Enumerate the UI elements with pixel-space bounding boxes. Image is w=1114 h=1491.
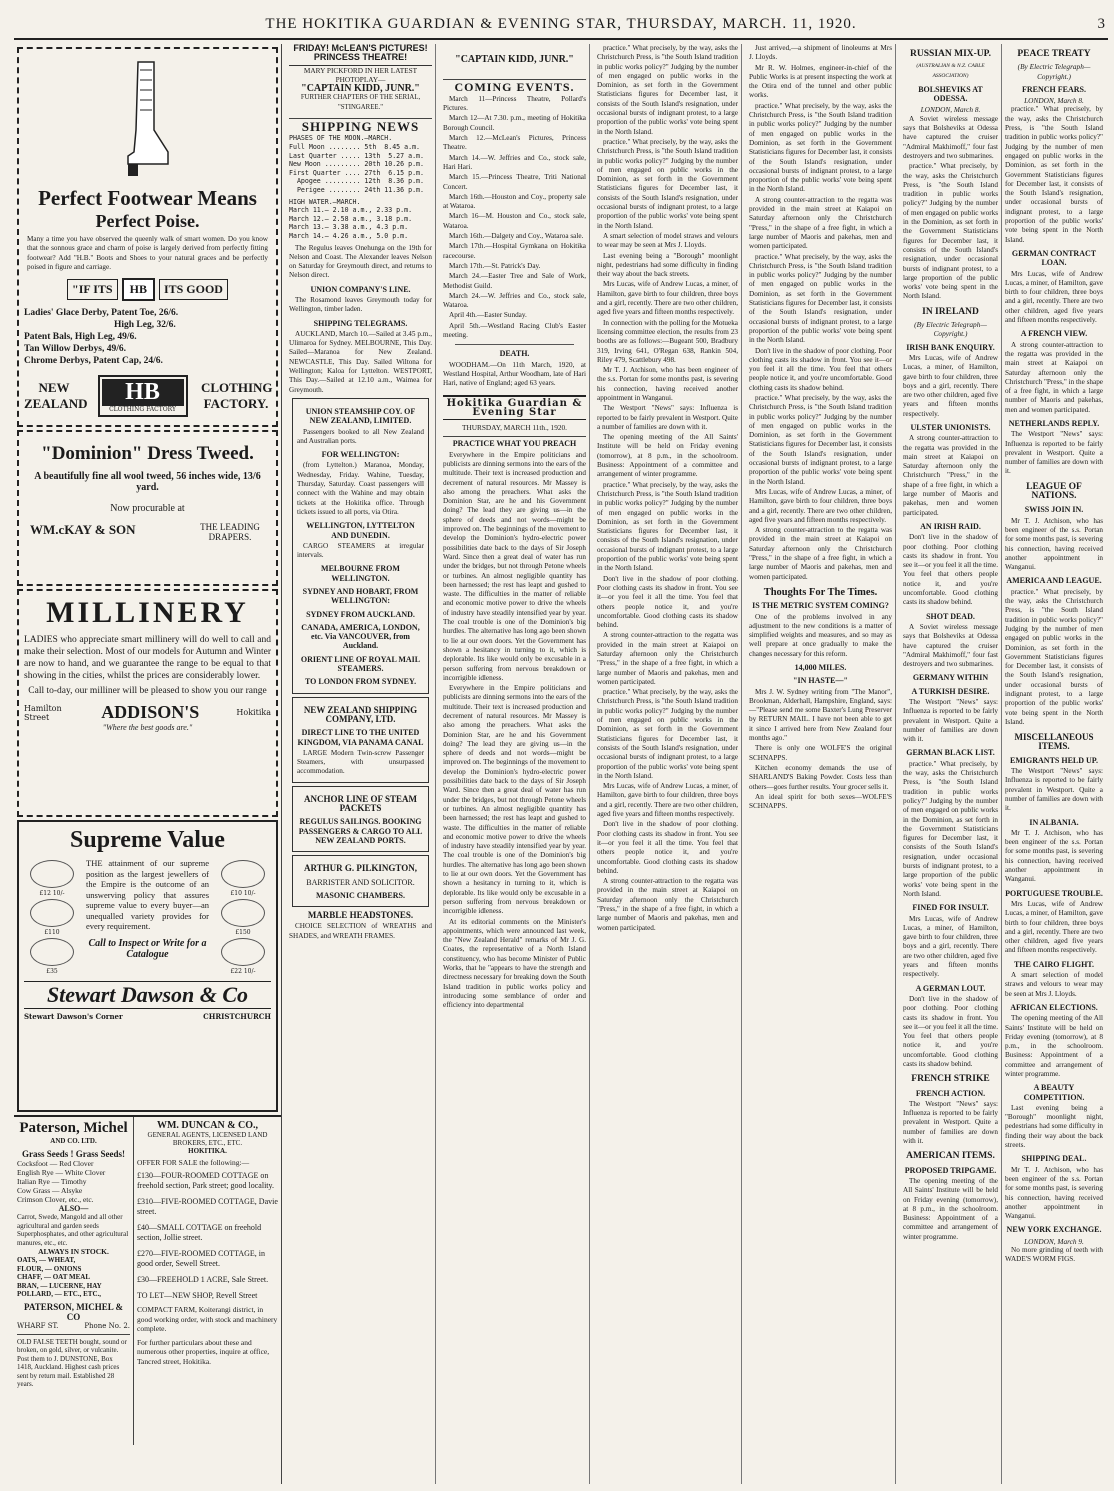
goods-item: OATS, — WHEAT, bbox=[17, 1256, 76, 1264]
ad-headline: NEW ZEALAND SHIPPING COMPANY, LTD. bbox=[303, 704, 418, 724]
cables-left bbox=[900, 44, 1002, 1484]
news-paragraph: practice." What precisely, by the way, asks the Christchurch Press, is "the South Island tradition in public works policy?" Judging by the number of men engaged on public works in the Dominion, as set forth in the Government Statisticians figures for December last, it consists of the South Island's resignation, under occasional bursts of indignant protest, to a large proportion of the public works' vote being spent in the North Island. bbox=[749, 393, 892, 486]
price-line: Chrome Derbys, Patent Cap, 24/6. bbox=[24, 356, 163, 367]
cable-text: Mr T. J. Atchison, who has been engineer of the s.s. Portan for some months past, is severing his connection, having received another appointment in Wanganui. bbox=[1005, 516, 1103, 572]
moon-phases-table: PHASES OF THE MOON.—MARCH. Full Moon ........ 5th 8.45 a.m. Last Quarter ..... 13th 5.27 a.m. New Moon ......... 20th 10.26 p.m. First Quarter .... 27th 6.15 p.m. Apogee ......... 12th 8.36 p.m. Perigee ........ 24th 11.36 p.m. bbox=[289, 134, 424, 194]
column-news-thoughts bbox=[746, 44, 896, 1484]
cable-text: Mrs Lucas, wife of Andrew Lucas, a miner, of Hamilton, gave birth to four children, three boys and a girl, recently. There are two other children, aged five years and fifteen months respectively. bbox=[903, 353, 998, 418]
shop-name: WM.cKAY & SON bbox=[30, 522, 136, 537]
section-heading: FRENCH STRIKE bbox=[911, 1074, 990, 1085]
wire-credit: (By Electric Telegraph—Copyright.) bbox=[1017, 62, 1091, 81]
subheading: A GERMAN LOUT. bbox=[915, 983, 986, 993]
ad-sub: GENERAL AGENTS, LICENSED LAND BROKERS, ETC., ETC. bbox=[147, 1131, 268, 1147]
section-heading: LEAGUE OF NATIONS. bbox=[1026, 481, 1082, 502]
jewellery-left bbox=[24, 858, 80, 975]
cable-text: Mr T. J. Atchison, who has been engineer of the s.s. Portan for some months past, is severing his connection, having received another appointment in Wanganui. bbox=[1005, 828, 1103, 884]
millinery-ad bbox=[17, 589, 278, 817]
jewellery-right bbox=[215, 858, 271, 975]
news-paragraph: Mrs Lucas, wife of Andrew Lucas, a miner, of Hamilton, gave birth to four children, three boys and a girl, recently. There are two other children, aged five years and fifteen months respectively. bbox=[597, 782, 738, 819]
cable-text: The Westport "News" says: Influenza is reported to be fairly prevalent in Westport. Quite a number of families are down with it. bbox=[1005, 767, 1103, 813]
anchor-line-ad bbox=[292, 786, 429, 852]
route-heading: MELBOURNE FROM WELLINGTON. bbox=[321, 564, 400, 583]
shop-name: ADDISON'S bbox=[101, 702, 200, 722]
ad-line: Call to-day, our milliner will be pleased to show you our range bbox=[28, 686, 267, 696]
seed-item: Cocksfoot — Red Clover bbox=[17, 1159, 94, 1168]
news-paragraph: There is only one WOLFE'S the original SCHNAPPS. bbox=[749, 744, 892, 762]
address: WHARF ST. bbox=[17, 1321, 59, 1330]
dateline: LONDON, March 8. bbox=[1024, 96, 1084, 106]
cable-text: No more grinding of teeth with WADE'S WORM FIGS. bbox=[1005, 1246, 1103, 1264]
price-tag: £35 bbox=[46, 968, 58, 975]
news-paragraph: One of the problems involved in any adjustment to the new conditions is a matter of simplified weights and measures, and so may as well prepare at once gradually to make the changes necessary for this reform. bbox=[749, 612, 892, 658]
seed-list bbox=[17, 1159, 130, 1204]
seed-item: Crimson Clover, etc., etc. bbox=[17, 1195, 94, 1204]
news-paragraph: Mrs Lucas, wife of Andrew Lucas, a miner, of Hamilton, gave birth to four children, three boys and a girl, recently. There are two other children, aged five years and fifteen months respectively. bbox=[597, 280, 738, 317]
property-item: £40—SMALL COTTAGE on freehold section, Jollie street. bbox=[137, 1223, 262, 1242]
property-item: COMPACT FARM, Koiterangi district, in good working order, with stock and machinery complete. bbox=[137, 1305, 278, 1333]
cable-text: A strong counter-attraction to the regatta was provided in the main street at Kaiapoi on Saturday afternoon only the Christchurch "Press," in the shape of a free fight, in which a large number of Maoris and pakehas, men and women participated. bbox=[1005, 340, 1103, 414]
event-item: March 12.—McLean's Pictures, Princess Theatre. bbox=[443, 134, 586, 152]
ad-body: THE attainment of our supreme position as the largest jewellers of the Empire is the outcome of an unswerving policy that assures supreme value to every buyer—an unequalled variety provides for every requirement. bbox=[86, 858, 209, 931]
store-city: CHRISTCHURCH bbox=[203, 1012, 271, 1021]
column-shipping bbox=[286, 44, 436, 1484]
cable-text: Mr T. J. Atchison, who has been engineer of the s.s. Portan for some months past, is severing his connection, having received another appointment in Wanganui. bbox=[1005, 1165, 1103, 1221]
cable-text: A Soviet wireless message says that Bolsheviks at Odessa have captured the cruiser "Admiral Makhimoff," four fast destroyers and two submarines. bbox=[903, 622, 998, 669]
news-paragraph: A strong counter-attraction to the regatta was provided in the main street at Kaiapoi on Saturday afternoon only the Christchurch "Press," in the shape of a free fight, in which a large number of Maoris and pakehas, men and women participated. bbox=[749, 526, 892, 581]
route-heading: TO LONDON FROM SYDNEY. bbox=[304, 677, 417, 687]
price-tag: £150 bbox=[235, 929, 251, 936]
ad-headline: "Dominion" Dress Tweed. bbox=[41, 443, 254, 464]
cable-text: Mrs Lucas, wife of Andrew Lucas, a miner, of Hamilton, gave birth to four children, three boys and a girl, recently. There are two other children, aged five years and fifteen months respectively. bbox=[903, 914, 998, 979]
event-item: March 11—Princess Theatre, Pollard's Pictures. bbox=[443, 94, 586, 113]
cable-text: The opening meeting of the All Saints' Institute will be held on Friday evening (tomorrow), at 8 p.m., in the schoolroom. Business: Appointment of a committee and arrangement of winter programme. bbox=[1005, 1014, 1103, 1078]
cable-text: The Westport "News" says: Influenza is reported to be fairly prevalent in Westport. Quite a number of families are down with it. bbox=[903, 1099, 998, 1146]
news-paragraph: practice." What precisely, by the way, asks the Christchurch Press, is "the South Island tradition in public works policy?" Judging by the number of men engaged on public works in the Dominion, as set forth in the Government Statisticians figures for December last, it consists of the South Island's resignation, under occasional bursts of indignant protest, to a large proportion of the public works' vote being spent in the North Island. bbox=[597, 44, 738, 136]
route-heading: WELLINGTON, LYTTELTON AND DUNEDIN. bbox=[306, 521, 415, 540]
bottom-ads-row bbox=[14, 1115, 281, 1445]
ad-body: Many a time you have observed the queenly walk of smart women. Do you know that the sonnous grace and charm of poise is largely derived from perfectly fitting footwear? Add "H.B." Boots and Shoes to your natural graces and be perfectly poised in figure and carriage. bbox=[27, 235, 268, 271]
ad-footer: For further particulars about these and numerous other properties, inquire at office, Tancred street, Hokitika. bbox=[137, 1337, 270, 1366]
section-heading: SHIPPING NEWS bbox=[289, 118, 432, 131]
ad-body: A beautifully fine all wool tweed, 56 inches wide, 13/6 yard. bbox=[34, 471, 261, 493]
event-item: March 24.—W. Jeffries and Co., stock sale, Wataroa. bbox=[443, 291, 586, 310]
subheading: SHIPPING TELEGRAMS. bbox=[313, 318, 408, 328]
event-item: March 15.—Princess Theatre, Triti National Concert. bbox=[443, 173, 586, 191]
section-heading: AMERICAN ITEMS. bbox=[906, 1151, 995, 1162]
subheading: FINED FOR INSULT. bbox=[912, 903, 989, 913]
ad-line: ALSO— bbox=[58, 1204, 89, 1213]
subheading: THE CAIRO FLIGHT. bbox=[1013, 959, 1095, 969]
banner-line: FURTHER CHAPTERS OF THE SERIAL, "STINGAREE." bbox=[300, 94, 421, 111]
property-item: £30—FREEHOLD 1 ACRE, Sale Street. bbox=[137, 1275, 269, 1284]
shop-motto: "Where the best goods are." bbox=[102, 723, 193, 732]
editorial-body: Everywhere in the Empire politicians and publicists are dinning sermons into the ears of the multitude. Their text is increased production and decrement of natural resources. Mr Massey is also among the preachers. What asks the Dominion Star, are he and his Government doing? The lead they are giving us—in the sphere of deeds and not words—might be improved on. The beginnings of the movement to develop the Dominion's hydro-electric power possibilities date back to the days of Sir Joseph Ward. Since then a great deal of water has run under the bridges, but not through Petone wheels or turbines. An almost negligible quantity has been harnessed; the rest has leapt and gushed to waste. The difficulties in the matter of reliable and economic motive power to drive the wheels of industry have steadily intensified year by year. The coal trouble is one of the Dominion's big hurdles. The alternative has long ago been shown to lie at our own doors. Yet the Government has shown a hesitancy in turning to it, which is deplorable. Its like would only be excusable in a person suffering from nervous breakdown or incorrigible idleness. bbox=[443, 684, 586, 916]
goods-item: BRAN, — LUCERNE, HAY bbox=[17, 1281, 102, 1290]
subheading: BOLSHEVIKS AT ODESSA. bbox=[918, 84, 983, 104]
pilkington-ad bbox=[292, 855, 429, 907]
goods-list bbox=[17, 1256, 130, 1299]
subheading: "IN HASTE—" bbox=[793, 676, 848, 686]
event-item: March 14.—W. Jeffries and Co., stock sale, Hari Hari. bbox=[443, 153, 586, 171]
logo-left: "IF ITS bbox=[67, 279, 118, 300]
price-line: High Leg, 32/6. bbox=[114, 320, 176, 331]
shipping-telegrams: AUCKLAND, March 10.—Sailed at 3.45 p.m., Ulimaroa for Sydney. MELBOURNE, This Day. Sailed—Maranoa for New Zealand. NEWCASTLE, This Day. Sailed Wiltona for Wellington; Kaloa for Lyttelton. WESTPORT, This Day.—Sailed at 12.10 a.m., Waimea for Greymouth. bbox=[289, 329, 432, 394]
masthead bbox=[14, 0, 1108, 40]
news-paragraph: Don't live in the shadow of poor clothing. Poor clothing casts its shadow in front. You see it—or you feel it all the time. You feel that others people notice it, and you're uncomfortable. Good clothing casts its shadow behind. bbox=[597, 820, 738, 875]
ad-headline: MARBLE HEADSTONES. bbox=[307, 910, 414, 921]
cable-text: A Soviet wireless message says that Bolsheviks at Odessa have captured the cruiser "Admiral Makhimoff," four fast destroyers and two submarines. bbox=[903, 114, 998, 160]
subheading: SWISS JOIN IN. bbox=[1024, 505, 1084, 515]
column-advertisements bbox=[14, 44, 282, 1484]
section-heading: IN IRELAND bbox=[922, 306, 979, 317]
ad-headline: Paterson, Michel bbox=[19, 1120, 128, 1136]
news-paragraph: Just arrived,—a shipment of linoleums at Mrs J. Lloyds. bbox=[749, 44, 892, 62]
banner-title: "CAPTAIN KIDD, JUNR." bbox=[301, 83, 420, 95]
cable-text: Don't live in the shadow of poor clothing. Poor clothing casts its shadow in front. You see it—or you feel it all the time. You feel that others people notice it, and you're uncomfortable. Good clothing casts its shadow behind. bbox=[903, 533, 999, 607]
route-heading: SYDNEY AND HOBART, FROM WELLINGTON: bbox=[302, 587, 419, 606]
cable-text: The Westport "News" says: Influenza is reported to be fairly prevalent in Westport. Quite a number of families are down with it. bbox=[1005, 430, 1103, 476]
news-paragraph: Mr R. W. Holmes, engineer-in-chief of the Public Works is at present inspecting the work at the Otira end of the tunnel and other public works. bbox=[749, 63, 892, 100]
ad-body: LADIES who appreciate smart millinery will do well to call and make their selection. Most of our models for Autumn and Winter are now to hand, and we guarantee the range to be equal to that showing in the cities, whilst the prices are considerably lower. bbox=[24, 635, 271, 681]
news-paragraph: practice." What precisely, by the way, asks the Christchurch Press, is "the South Island tradition in public works policy?" Judging by the number of men engaged on public works in the Dominion, as set forth in the Government Statisticians figures for December last, it consists of the South Island's resignation, under occasional bursts of indignant protest, to a large proportion of the public works' vote being spent in the North Island. bbox=[597, 137, 738, 230]
price-line: Ladies' Glace Derby, Patent Toe, 26/6. bbox=[24, 308, 179, 319]
news-paragraph: In connection with the polling for the Motueka licensing committee election, the results from 23 booths are as follows:—Bugeant 500, Bradbury 319, Irving 641, O'Regan 638, Rankin 504, Riley 479, Scattlebury 498. bbox=[597, 318, 738, 364]
news-paragraph: A smart selection of model straws and velours to wear may be seen at Mrs J. Lloyds. bbox=[597, 231, 738, 250]
dominion-tweed-ad bbox=[17, 430, 278, 586]
section-heading: COMING EVENTS. bbox=[443, 79, 586, 92]
section-heading: MISCELLANEOUS ITEMS. bbox=[1014, 732, 1094, 752]
news-paragraph: The Westport "News" says: Influenza is reported to be fairly prevalent in Westport. Quite a number of families are down with it. bbox=[597, 404, 738, 431]
news-paragraph: Last evening being a "Borough" moonlight night, pedestrians had some difficulty in finding their way about the back streets. bbox=[597, 251, 738, 279]
price-tag: £110 bbox=[44, 929, 60, 936]
ad-headline: MILLINERY bbox=[46, 596, 249, 629]
goods-item: POLLARD, — ETC., ETC., bbox=[17, 1290, 102, 1298]
clothing-label: CLOTHING FACTORY. bbox=[201, 380, 273, 412]
section-heading: RUSSIAN MIX-UP. bbox=[910, 49, 991, 59]
event-item: March 16th.—Houston and Coy., property sale at Wataroa. bbox=[443, 192, 586, 211]
false-teeth-ad: OLD FALSE TEETH bought, sound or broken, on gold, silver, or vulcanite. Post them to J. DUNSTONE, Box 1418, Auckland. Highest cash prices sent by return mail. Established 28 years. bbox=[17, 1334, 130, 1389]
ad-line: Call to Inspect or Write for a Catalogue bbox=[88, 937, 207, 960]
subheading: AN IRISH RAID. bbox=[920, 521, 981, 531]
event-item: March 16—M. Houston and Co., stock sale, Wataroa. bbox=[443, 212, 586, 230]
ad-body: Carrot, Swede, Mangold and all other agricultural and garden seeds Superphosphates, and other agricultural manures, etc., etc. bbox=[17, 1213, 129, 1247]
event-item: March 17th.—Hospital Gymkana on Hokitika racecourse. bbox=[443, 242, 586, 260]
subheading: UNION COMPANY'S LINE. bbox=[310, 284, 411, 294]
ad-town: HOKITIKA. bbox=[188, 1147, 227, 1155]
seed-item: Italian Rye — Timothy bbox=[17, 1177, 87, 1186]
price-line: Tan Willow Derbys, 49/6. bbox=[24, 344, 126, 355]
newspaper-page bbox=[14, 0, 1108, 1491]
route-heading: SYDNEY FROM AUCKLAND. bbox=[306, 609, 415, 619]
subheading: A BEAUTY COMPETITION. bbox=[1023, 1083, 1085, 1102]
news-paragraph: The opening meeting of the All Saints' Institute will be held on Friday evening (tomorrow), at 8 p.m., in the schoolroom. Business: Appointment of a committee and arrangement of winter programme. bbox=[597, 433, 738, 479]
testimonial: Mrs J. W. Sydney writing from "The Manor", Brookman, Alderhall, Hampshire, England, says:—"Please send me some Baxter's Lung Preserver by RETURN MAIL. I have not been able to get it since I arrived here from New Zealand four months ago." bbox=[749, 687, 892, 743]
subheading: IRISH BANK ENQUIRY. bbox=[906, 342, 995, 352]
route-line: CARGO STEAMERS at irregular intervals. bbox=[297, 541, 424, 560]
subheading: GERMANY WITHIN bbox=[912, 673, 989, 683]
property-item: TO LET—NEW SHOP, Revell Street bbox=[137, 1291, 258, 1300]
subheading: IS THE METRIC SYSTEM COMING? bbox=[752, 601, 889, 611]
price-tag: £10 10/- bbox=[230, 890, 256, 897]
ad-line: Now procurable at bbox=[110, 503, 185, 514]
news-paragraph: practice." What precisely, by the way, asks the Christchurch Press, is "the South Island tradition in public works policy?" Judging by the number of men engaged on public works in the Dominion, as set forth in the Government Statisticians figures for December last, it consists of the South Island's resignation, under occasional bursts of indignant protest, to a large proportion of the public works' vote being spent in the North Island. bbox=[597, 688, 738, 780]
editorial-masthead: Hokitika Guardian & Evening Star bbox=[443, 395, 586, 421]
logo-right: ITS GOOD bbox=[159, 279, 228, 300]
subheading: NETHERLANDS REPLY. bbox=[1008, 418, 1100, 428]
news-paragraph: A strong counter-attraction to the regatta was provided in the main street at Kaiapoi on Saturday afternoon only the Christchurch "Press," in the shape of a free fight, in which a large number of Maoris and pakehas, men and women participated. bbox=[597, 877, 738, 932]
cable-text: practice." What precisely, by the way, asks the Christchurch Press, is "the South Island tradition in public works policy?" Judging by the number of men engaged on public works in the Dominion, as set forth in the Government Statisticians figures for December last, it consists of the South Island's resignation, under occasional bursts of indignant protest, to a large proportion of the public works' vote being spent in the North Island. bbox=[903, 162, 998, 301]
goods-item: FLOUR, — ONIONS bbox=[17, 1264, 82, 1273]
ad-body: (from Lyttelton.) Maranoa, Monday, Wednesday, Friday. Wahine, Tuesday, Thursday, Saturday. Coast passengers will connect with the Wahine and may obtain tickets at the Hokitika office. Through tickets issued to all ports, via Otira. bbox=[297, 461, 424, 516]
subheading: AFRICAN ELECTIONS. bbox=[1010, 1002, 1098, 1012]
hb-mark: HB bbox=[122, 278, 155, 301]
editorial-body: Everywhere in the Empire politicians and publicists are dinning sermons into the ears of the multitude. Their text is increased production and decrement of natural resources. Mr Massey is also among the preachers. What asks the Dominion Star, are he and his Government doing? The lead they are giving us—in the sphere of deeds and not words—might be improved on. The beginnings of the movement to develop the Dominion's hydro-electric power possibilities date back to the days of Sir Joseph Ward. Since then a great deal of water has run under the bridges, but not through Petone wheels or turbines. An almost negligible quantity has been harnessed; the rest has leapt and gushed to waste. The difficulties in the matter of reliable and economic motive power to drive the wheels of industry have steadily intensified year by year. The coal trouble is one of the Dominion's big hurdles. The alternative has long ago been shown to lie at our own doors. Yet the Government has shown a hesitancy in turning to it, which is deplorable. Its like would only be excusable in a person suffering from nervous breakdown or incorrigible idleness. bbox=[443, 450, 586, 682]
ad-sub: BARRISTER AND SOLICITOR. bbox=[306, 877, 415, 887]
route-heading: ORIENT LINE OF ROYAL MAIL STEAMERS. bbox=[300, 654, 421, 674]
cable-text: Last evening being a "Borough" moonlight night, pedestrians had some difficulty in finding their way about the back streets. bbox=[1005, 1103, 1103, 1150]
subheading: FRENCH FEARS. bbox=[1021, 84, 1086, 94]
dateline: LONDON, March 9. bbox=[1024, 1236, 1084, 1246]
seed-item: English Rye — White Clover bbox=[17, 1168, 106, 1177]
seed-item: Cow Grass — Alsyke bbox=[17, 1186, 83, 1195]
subheading: DEATH. bbox=[499, 349, 530, 359]
price-tag: £22 10/- bbox=[230, 968, 256, 975]
ad-headline: WM. DUNCAN & CO., bbox=[156, 1120, 259, 1131]
town: Hokitika bbox=[236, 708, 271, 717]
section-heading: Thoughts For The Times. bbox=[763, 586, 878, 598]
cable-text: practice." What precisely, by the way, asks the Christchurch Press, is "the South Island tradition in public works policy?" Judging by the number of men engaged on public works in the Dominion, as set forth in the Government Statisticians figures for December last, it consists of the South Island's resignation, under occasional bursts of indignant protest, to a large proportion of the public works' vote being spent in the North Island. bbox=[903, 759, 998, 898]
section-heading: PEACE TREATY bbox=[1017, 49, 1091, 59]
subheading: GERMAN CONTRACT LOAN. bbox=[1011, 248, 1097, 268]
ad-body: LARGE Modern Twin-screw Passenger Steamers, with unsurpassed accommodation. bbox=[297, 748, 424, 776]
ad-line: ALWAYS IN STOCK. bbox=[38, 1247, 109, 1256]
ad-footer: PATERSON, MICHEL & CO bbox=[24, 1301, 123, 1322]
ad-line: Passengers booked to all New Zealand and Australian ports. bbox=[297, 427, 424, 445]
event-item: March 12—At 7.30. p.m., meeting of Hokitika Borough Council. bbox=[443, 114, 586, 132]
page-number: 3 bbox=[1097, 16, 1106, 32]
event-item: March 16th.—Dalgety and Coy., Wataroa sale. bbox=[449, 232, 584, 241]
pictures-banner: FRIDAY! McLEAN'S PICTURES! PRINCESS THEATRE! bbox=[289, 44, 432, 66]
cable-text: A smart selection of model straws and velours to wear may be seen at Mrs J. Lloyds. bbox=[1005, 971, 1103, 998]
column-cables bbox=[900, 44, 1106, 1484]
dateline: LONDON, March 8. bbox=[920, 105, 981, 115]
ad-line: Grass Seeds ! Grass Seeds! bbox=[22, 1149, 125, 1159]
ad-body: CHOICE SELECTION of WREATHS and SHADES, and WREATH FRAMES. bbox=[289, 922, 432, 940]
factory-label: CLOTHING FACTORY bbox=[109, 406, 176, 414]
news-paragraph: practice." What precisely, by the way, asks the Christchurch Press, is "the South Island tradition in public works policy?" Judging by the number of men engaged on public works in the Dominion, as set forth in the Government Statisticians figures for December last, it consists of the South Island's resignation, under occasional bursts of indignant protest, to a large proportion of the public works' vote being spent in the North Island. bbox=[749, 252, 892, 345]
news-paragraph: practice." What precisely, by the way, asks the Christchurch Press, is "the South Island tradition in public works policy?" Judging by the number of men engaged on public works in the Dominion, as set forth in the Government Statisticians figures for December last, it consists of the South Island's resignation, under occasional bursts of indignant protest, to a large proportion of the public works' vote being spent in the North Island. bbox=[749, 101, 892, 194]
column-events-editorial bbox=[440, 44, 590, 1484]
cable-text: Mrs Lucas, wife of Andrew Lucas, a miner, of Hamilton, gave birth to four children, three boys and a girl, recently. There are two other children, aged five years and fifteen months respectively. bbox=[1005, 269, 1103, 325]
editorial-date: THURSDAY, MARCH 11th., 1920. bbox=[462, 423, 567, 433]
subheading: PORTUGUESE TROUBLE. bbox=[1005, 888, 1103, 898]
street: Hamilton Street bbox=[24, 703, 62, 722]
banner-line: MARY PICKFORD IN HER LATEST PHOTOPLAY— bbox=[303, 65, 418, 84]
subheading: NEW YORK EXCHANGE. bbox=[1006, 1225, 1102, 1235]
high-water-table: HIGH WATER.—MARCH. March 11.— 2.10 a.m., 2.33 p.m. March 12.— 2.58 a.m., 3.18 p.m. March 13.— 3.38 a.m., 4.3 p.m. March 14.— 4.26 a.m., 5.0 p.m. bbox=[289, 197, 413, 240]
news-paragraph: Don't live in the shadow of poor clothing. Poor clothing casts its shadow in front. You see it—or you feel it all the time. You feel that others people notice it, and you're uncomfortable. Good clothing casts its shadow behind. bbox=[749, 346, 892, 392]
ad-sub: DIRECT LINE TO THE UNITED KINGDOM, VIA PANAMA CANAL bbox=[297, 728, 424, 747]
property-item: £270—FIVE-ROOMED COTTAGE, in good order, Sewell Street. bbox=[137, 1249, 266, 1268]
paterson-michel-ad bbox=[14, 1117, 134, 1445]
brand-logo: Stewart Dawson & Co bbox=[24, 981, 271, 1009]
ad-subheadline: Perfect Poise. bbox=[95, 211, 200, 231]
price-tag: £12 10/- bbox=[39, 890, 65, 897]
hb-factory-banner bbox=[24, 375, 271, 417]
column-local-news bbox=[594, 44, 742, 1484]
news-paragraph: Don't live in the shadow of poor clothing. Poor clothing casts its shadow in front. You see it—or you feel it all the time. You feel that others people notice it, and you're uncomfortable. Good clothing casts its shadow behind. bbox=[597, 574, 738, 630]
cable-text: Don't live in the shadow of poor clothing. Poor clothing casts its shadow in front. You see it—or you feel it all the time. You feel that others people notice it, and you're uncomfortable. Good clothing casts its shadow behind. bbox=[903, 994, 999, 1068]
news-paragraph: A strong counter-attraction to the regatta was provided in the main street at Kaiapoi on Saturday afternoon only the Christchurch "Press," in the shape of a free fight, in which a large number of Maoris and pakehas, men and women participated. bbox=[597, 631, 738, 686]
ad-headline: Supreme Value bbox=[70, 827, 225, 853]
footwear-ad bbox=[17, 47, 278, 427]
subheading: SHIPPING DEAL. bbox=[1021, 1154, 1087, 1164]
subheading: AMERICA AND LEAGUE. bbox=[1006, 576, 1102, 586]
cable-text: The Westport "News" says: Influenza is reported to be fairly prevalent in Westport. Quite a number of families are down with it. bbox=[903, 698, 998, 744]
goods-item: CHAFF, — OAT MEAL bbox=[17, 1273, 90, 1281]
route-heading: CANADA, AMERICA, LONDON, etc. Via VANCOUVER, from Auckland. bbox=[301, 622, 420, 651]
cable-text: A strong counter-attraction to the regatta was provided in the main street at Kaiapoi on Saturday afternoon only the Christchurch "Press," in the shape of a free fight, in which a large number of Maoris and pakehas, men and women participated. bbox=[903, 434, 998, 517]
news-paragraph: Kitchen economy demands the use of SHARLAND'S Baking Powder. Costs less than others—goes further results. Your grocer sells it. bbox=[749, 763, 892, 791]
subheading: EMIGRANTS HELD UP. bbox=[1010, 755, 1098, 765]
ad-headline: Perfect Footwear Means bbox=[38, 186, 257, 210]
ad-line: OFFER FOR SALE the following:— bbox=[137, 1158, 250, 1167]
shop-tagline: THE LEADING DRAPERS. bbox=[200, 522, 260, 542]
subheading: ULSTER UNIONISTS. bbox=[910, 422, 991, 432]
news-paragraph: Mrs Lucas, wife of Andrew Lucas, a miner, of Hamilton, gave birth to four children, three boys and a girl, recently. There are two other children, aged five years and fifteen months respectively. bbox=[749, 487, 892, 524]
wire-credit: (By Electric Telegraph—Copyright.) bbox=[914, 320, 987, 339]
news-paragraph: An ideal spirit for both sexes—WOLFE'S SCHNAPPS. bbox=[749, 792, 892, 811]
cable-text: practice." What precisely, by the way, asks the Christchurch Press, is "the South Island tradition in public works policy?" Judging by the number of men engaged on public works in the Dominion, as set forth in the Government Statisticians figures for December last, it consists of the South Island's resignation, under occasional bursts of indignant protest, to a large proportion of the public works' vote being spent in the North Island. bbox=[1005, 105, 1103, 244]
event-item: March 17th.—St. Patrick's Day. bbox=[449, 261, 541, 270]
duncan-ad bbox=[134, 1117, 281, 1445]
store-location: Stewart Dawson's Corner bbox=[24, 1012, 123, 1021]
cables-right bbox=[1002, 44, 1106, 1484]
property-item: £130—FOUR-ROOMED COTTAGE on freehold section, Park street; good locality. bbox=[137, 1171, 274, 1190]
phone: Phone No. 2. bbox=[84, 1321, 130, 1330]
wire-credit: (AUSTRALIAN & N.Z. CABLE ASSOCIATION) bbox=[916, 63, 985, 79]
subheading: 14,000 MILES. bbox=[794, 663, 847, 672]
editorial-body: At its editorial comments on the Minister's appointments, which were announced last week, the "New Zealand Herald" remarks of Mr J. G. Coates, the representative of a North Island constituency, who has become Minister of Public Works, that he "appears to have the strength and directness necessary for breaking down the South Island tradition in public works policy and introducing some semblance of order and efficiency into departmental bbox=[443, 917, 586, 1010]
ad-sub: AND CO. LTD. bbox=[50, 1137, 97, 1145]
shipping-notice: The Regulus leaves Onehunga on the 19th for Nelson and Coast. The Alexander leaves Nelson on Saturday for Greymouth direct, and returns to Nelson direct. bbox=[289, 243, 432, 280]
union-steamship-ad bbox=[292, 398, 429, 694]
news-paragraph: A strong counter-attraction to the regatta was provided in the main street at Kaiapoi on Saturday afternoon only the Christchurch "Press," in the shape of a free fight, in which a large number of Maoris and pakehas, men and women participated. bbox=[749, 195, 892, 251]
ad-sub: REGULUS SAILINGS. BOOKING PASSENGERS & CARGO TO ALL NEW ZEALAND PORTS. bbox=[298, 817, 423, 845]
event-item: April 5th.—Westland Racing Club's Easter meeting. bbox=[443, 321, 586, 340]
editorial-title: PRACTICE WHAT YOU PREACH bbox=[443, 436, 586, 448]
subheading: FRENCH ACTION. bbox=[915, 1088, 986, 1098]
nz-shipping-ad bbox=[292, 697, 429, 783]
price-list bbox=[24, 307, 271, 367]
nz-label: NEW ZEALAND bbox=[24, 380, 88, 412]
subheading: SHOT DEAD. bbox=[926, 611, 975, 621]
cable-text: Mrs Lucas, wife of Andrew Lucas, a miner, of Hamilton, gave birth to four children, three boys and a girl, recently. There are two other children, aged five years and fifteen months respectively. bbox=[1005, 899, 1103, 955]
ad-headline: ANCHOR LINE OF STEAM PACKETS bbox=[304, 793, 417, 814]
hb-factory-logo: HB CLOTHING FACTORY bbox=[98, 375, 188, 417]
cable-text: The opening meeting of the All Saints' Institute will be held on Friday evening (tomorrow), at 8 p.m., in the schoolroom. Business: Appointment of a committee and arrangement of winter programme. bbox=[903, 1176, 998, 1241]
subheading: GERMAN BLACK LIST. bbox=[906, 748, 995, 758]
cable-text: practice." What precisely, by the way, asks the Christchurch Press, is "the South Island tradition in public works policy?" Judging by the number of men engaged on public works in the Dominion, as set forth in the Government Statisticians figures for December last, it consists of the South Island's resignation, under occasional bursts of indignant protest, to a large proportion of the public works' vote being spent in the North Island. bbox=[1005, 587, 1103, 726]
subheading: FOR WELLINGTON: bbox=[321, 450, 400, 460]
news-paragraph: practice." What precisely, by the way, asks the Christchurch Press, is "the South Island tradition in public works policy?" Judging by the number of men engaged on public works in the Dominion, as set forth in the Government Statisticians figures for December last, it consists of the South Island's resignation, under occasional bursts of indignant protest, to a large proportion of the public works' vote being spent in the North Island. bbox=[597, 480, 738, 573]
property-item: £310—FIVE-ROOMED COTTAGE, Davie street. bbox=[137, 1197, 278, 1216]
event-item: April 4th.—Easter Sunday. bbox=[449, 311, 527, 320]
shipping-notice: The Rosamond leaves Greymouth today for Wellington, timber laden. bbox=[289, 295, 432, 314]
subheading: A TURKISH DESIRE. bbox=[911, 686, 990, 696]
price-line: Patent Bals, High Leg, 49/6. bbox=[24, 332, 137, 343]
banner-title: "CAPTAIN KIDD, JUNR." bbox=[455, 54, 574, 66]
news-paragraph: Mr T. J. Atchison, who has been engineer of the s.s. Portan for some months past, is severing his connection, having received another appointment in Wanganui. bbox=[597, 366, 738, 402]
hb-logo bbox=[24, 278, 271, 301]
ad-headline: ARTHUR G. PILKINGTON, bbox=[303, 863, 418, 874]
subheading: A FRENCH VIEW. bbox=[1020, 329, 1088, 339]
subheading: IN ALBANIA. bbox=[1029, 817, 1079, 827]
death-notice: WOODHAM.—On 11th March, 1920, at Westland Hospital, Arthur Woodham, late of Hari Hari, native of England; aged 63 years. bbox=[443, 360, 586, 388]
ad-headline: UNION STEAMSHIP COY. OF NEW ZEALAND, LIMITED. bbox=[305, 406, 416, 426]
event-item: March 24.—Easter Tree and Sale of Work, Methodist Guild. bbox=[443, 272, 586, 290]
masthead-title: THE HOKITIKA GUARDIAN & EVENING STAR, THURSDAY, MARCH. 11, 1920. bbox=[265, 16, 857, 32]
ad-line: MASONIC CHAMBERS. bbox=[316, 890, 405, 900]
subheading: PROPOSED TRIPGAME. bbox=[904, 1165, 997, 1175]
stewart-dawson-ad bbox=[17, 820, 278, 1112]
boot-illustration bbox=[124, 60, 172, 180]
